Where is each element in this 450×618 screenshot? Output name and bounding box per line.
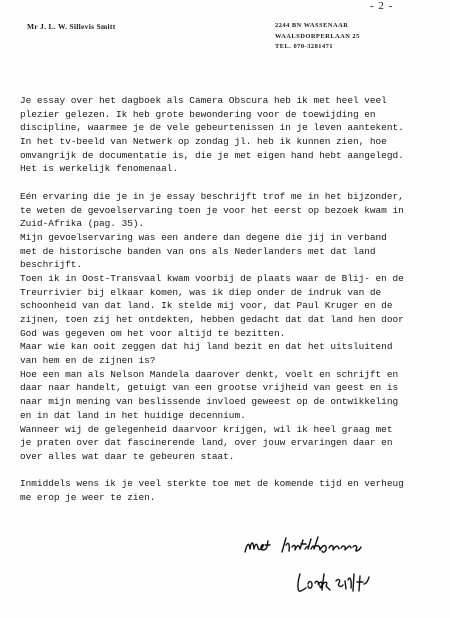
paragraph-2 <box>20 190 438 464</box>
address-line-phone: TEL. 070-3281471 <box>275 43 334 50</box>
body-line: Eén ervaring die je in je essay beschrijft trof me in het bijzonder, <box>20 190 404 202</box>
body-line: schoonheid van dat land. Ik stelde mij voor, dat Paul Kruger en de <box>20 300 393 312</box>
body-line: naar mijn mening van beslissende invloed geweest op de ontwikkeling <box>20 396 399 408</box>
body-line: je praten over dat fascinerende land, over jouw ervaringen daar en <box>20 437 393 449</box>
body-line: In het tv-beeld van Netwerk op zondag jl. heb ik kunnen zien, hoe <box>20 136 387 148</box>
body-line: Treurrivier bij elkaar komen, was ik diep onder de indruk van de <box>20 286 382 298</box>
body-line: Inmiddels wens ik je veel sterkte toe met de komende tijd en verheug <box>20 478 404 490</box>
body-line: Mijn gevoelservaring was een andere dan degene die jij in verband <box>20 231 387 243</box>
letter-body <box>20 94 438 505</box>
body-line: van hem en de zijnen is? <box>20 355 156 367</box>
body-line: Het is werkelijk fenomenaal. <box>20 163 179 175</box>
body-line: discipline, waarmee je de vele gebeurtenissen in je leven aantekent. <box>20 122 404 134</box>
body-line: zijnen, toen zij het ontdekten, hebben gedacht dat dat land hen door <box>20 314 404 325</box>
body-line: Hoe een man als Nelson Mandela daarover denkt, voelt en schrijft en <box>20 368 399 380</box>
body-line: Wanneer wij de gelegenheid daarvoor krijgen, wil ik heel graag met <box>20 423 393 435</box>
body-line: me erop je weer te zien. <box>20 491 156 503</box>
sender-name: Mr J. L. W. Sillevis Smitt <box>27 22 116 31</box>
handwritten-signature <box>242 536 402 596</box>
body-line: plezier gelezen. Ik heb grote bewondering voor de toewijding en <box>20 108 376 120</box>
sender-address <box>275 21 360 53</box>
signature-closing-word-1 <box>245 541 270 552</box>
paragraph-1 <box>20 94 438 176</box>
body-line: God was gegeven om het voor altijd te bezitten. <box>20 327 286 339</box>
signature-closing-words <box>282 537 361 552</box>
paragraph-3 <box>20 477 438 504</box>
page-number: - 2 - <box>370 0 394 12</box>
body-line: Zuid-Afrika (pag. 35). <box>20 218 145 230</box>
address-line-city: WAALSDORPERLAAN 25 <box>275 32 360 40</box>
body-line: daar naar handelt, getuigt van een grootse vrijheid van geest en is <box>20 382 399 394</box>
body-line: beschrijft. <box>20 259 83 271</box>
body-line: en in dat land in het huidige decennium. <box>20 409 246 421</box>
body-line: met de historische banden van ons als Nederlanders met dat land <box>20 245 376 257</box>
body-line: Toen ik in Oost-Transvaal kwam voorbij de plaats waar de Blij- en de <box>20 272 404 284</box>
paragraph-gap <box>20 464 438 478</box>
paragraph-gap <box>20 176 438 190</box>
body-line: over alles wat daar te gebeuren staat. <box>20 450 235 462</box>
address-line-street: 2244 BN WASSENAAR <box>275 22 349 29</box>
body-line: omvangrijk de documentatie is, die je met eigen hand hebt aangelegd. <box>20 149 404 161</box>
body-line: te weten de gevoelservaring toen je voor het eerst op bezoek kwam in <box>20 204 404 216</box>
body-line: Maar wie kan ooit zeggen dat hij land bezit en dat het uitsluitend <box>20 341 393 353</box>
signature-name <box>298 574 369 591</box>
body-line: Je essay over het dagboek als Camera Obscura heb ik met heel veel <box>20 95 387 106</box>
